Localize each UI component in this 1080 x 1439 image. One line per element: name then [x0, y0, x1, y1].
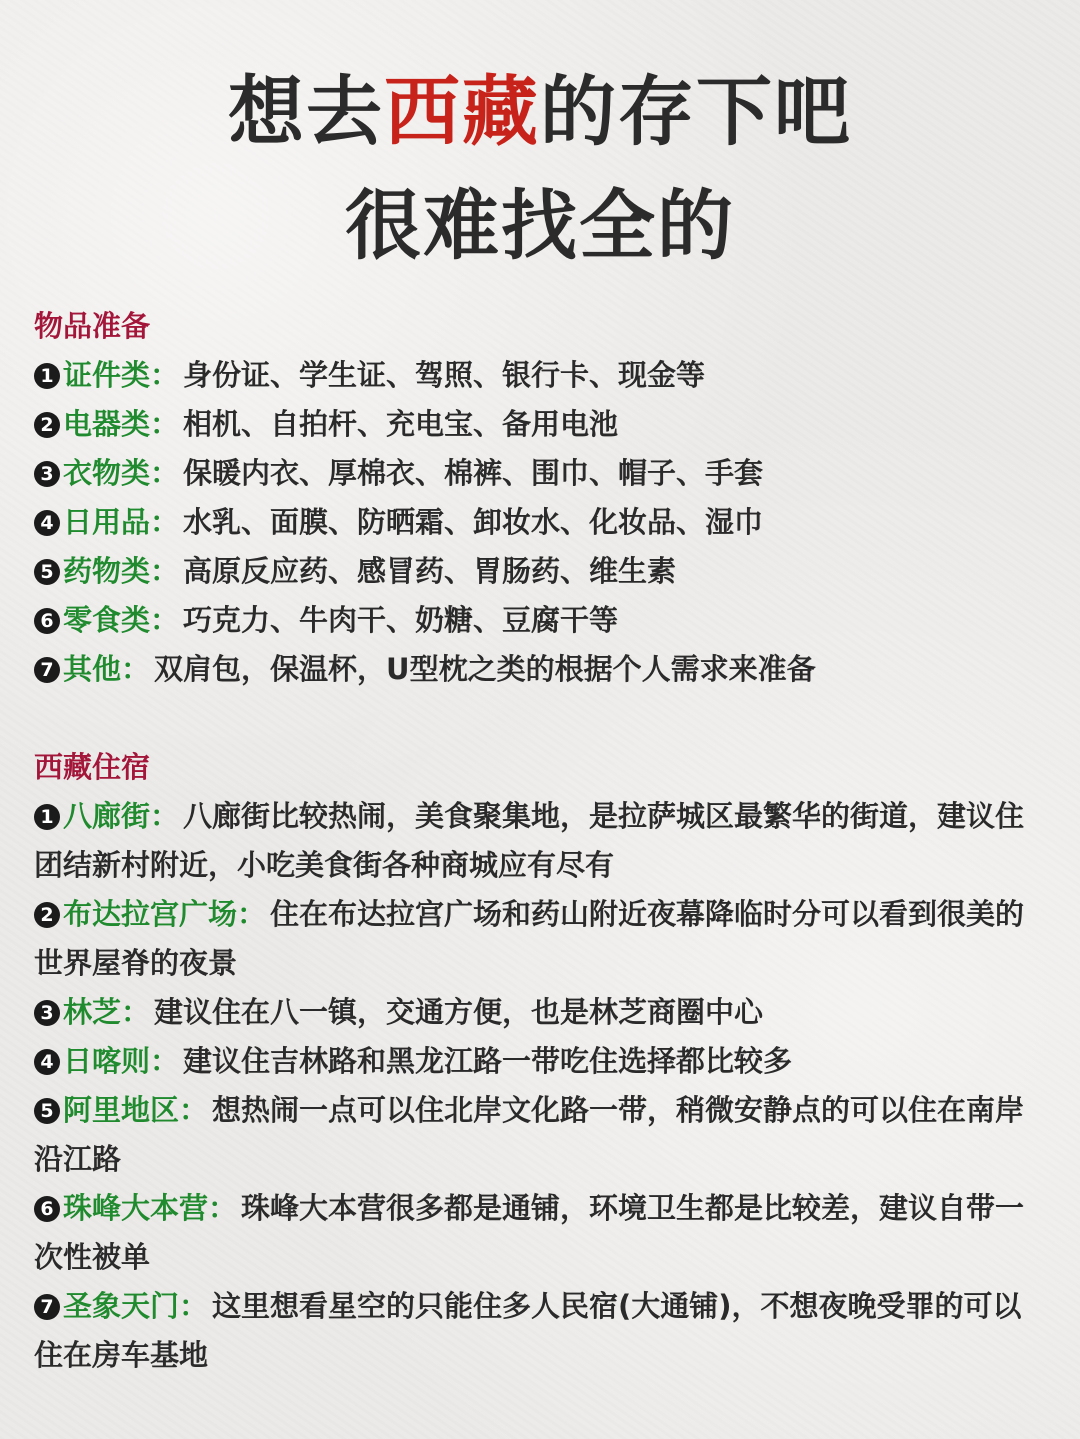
- list-item: [34, 890, 1044, 988]
- item-label: 八廊街: [63, 799, 151, 833]
- item-text: 这里想看星空的只能住多人民宿(大通铺)，不想夜晚受罪的可以住在房车基地: [34, 1289, 1022, 1372]
- item-text: 住在布达拉宫广场和药山附近夜幕降临时分可以看到很美的世界屋脊的夜景: [34, 897, 1025, 980]
- number-badge: 1: [34, 804, 60, 830]
- item-text: 双肩包，保温杯，U型枕之类的根据个人需求来准备: [154, 652, 816, 686]
- item-colon: ：: [150, 505, 180, 539]
- list-item: [34, 988, 1044, 1037]
- number-badge: 3: [34, 1000, 60, 1026]
- item-colon: ：: [150, 603, 180, 637]
- number-badge: 2: [34, 412, 60, 438]
- item-label: 其他: [63, 652, 122, 686]
- title-suffix: 的存下吧: [540, 67, 852, 156]
- item-colon: ：: [121, 995, 151, 1029]
- number-badge: 1: [34, 363, 60, 389]
- list-item: [34, 1184, 1044, 1282]
- list-item: [34, 596, 1044, 645]
- number-badge: 7: [34, 1294, 60, 1320]
- item-label: 阿里地区: [63, 1093, 180, 1127]
- item-label: 电器类: [63, 407, 151, 441]
- number-badge: 4: [34, 1049, 60, 1075]
- list-item: [34, 1037, 1044, 1086]
- item-label: 圣象天门: [63, 1289, 180, 1323]
- number-badge: 6: [34, 1196, 60, 1222]
- item-text: 身份证、学生证、驾照、银行卡、现金等: [183, 358, 706, 392]
- item-colon: ：: [150, 456, 180, 490]
- item-label: 药物类: [63, 554, 151, 588]
- title-accent: 西藏: [384, 67, 540, 156]
- section-heading: 西藏住宿: [34, 750, 151, 784]
- number-badge: 2: [34, 902, 60, 928]
- item-text: 高原反应药、感冒药、胃肠药、维生素: [183, 554, 677, 588]
- list-item: [34, 792, 1044, 890]
- item-colon: ：: [150, 799, 180, 833]
- title-line-1: [0, 67, 1080, 156]
- item-text: 巧克力、牛肉干、奶糖、豆腐干等: [183, 603, 619, 637]
- list-item: [34, 1086, 1044, 1184]
- section-tibet-lodging: [34, 743, 1044, 1380]
- item-label: 日用品: [63, 505, 151, 539]
- item-text: 珠峰大本营很多都是通铺，环境卫生都是比较差，建议自带一次性被单: [34, 1191, 1025, 1274]
- title-line-2: 很难找全的: [345, 181, 735, 270]
- item-colon: ：: [179, 1289, 209, 1323]
- list-item: [34, 547, 1044, 596]
- item-colon: ：: [179, 1093, 209, 1127]
- item-colon: ：: [150, 554, 180, 588]
- number-badge: 3: [34, 461, 60, 487]
- number-badge: 7: [34, 657, 60, 683]
- item-colon: ：: [121, 652, 151, 686]
- item-label: 珠峰大本营: [63, 1191, 209, 1225]
- item-text: 八廊街比较热闹，美食聚集地，是拉萨城区最繁华的街道，建议住团结新村附近，小吃美食街各种商城应有尽有: [34, 799, 1025, 882]
- item-label: 林芝: [63, 995, 122, 1029]
- item-label: 布达拉宫广场: [63, 897, 238, 931]
- list-item: [34, 400, 1044, 449]
- section-items-preparation: [34, 302, 1044, 694]
- item-colon: ：: [150, 1044, 180, 1078]
- list-item: [34, 351, 1044, 400]
- item-colon: ：: [208, 1191, 238, 1225]
- item-text: 水乳、面膜、防晒霜、卸妆水、化妆品、湿巾: [183, 505, 764, 539]
- number-badge: 6: [34, 608, 60, 634]
- item-colon: ：: [237, 897, 267, 931]
- item-label: 衣物类: [63, 456, 151, 490]
- item-label: 证件类: [63, 358, 151, 392]
- item-colon: ：: [150, 358, 180, 392]
- list-item: [34, 645, 1044, 694]
- item-colon: ：: [150, 407, 180, 441]
- list-item: [34, 498, 1044, 547]
- number-badge: 4: [34, 510, 60, 536]
- number-badge: 5: [34, 559, 60, 585]
- item-label: 零食类: [63, 603, 151, 637]
- number-badge: 5: [34, 1098, 60, 1124]
- section-heading: 物品准备: [34, 309, 151, 343]
- item-text: 建议住在八一镇，交通方便，也是林芝商圈中心: [154, 995, 764, 1029]
- item-text: 建议住吉林路和黑龙江路一带吃住选择都比较多: [183, 1044, 793, 1078]
- item-label: 日喀则: [63, 1044, 151, 1078]
- list-item: [34, 449, 1044, 498]
- item-text: 保暖内衣、厚棉衣、棉裤、围巾、帽子、手套: [183, 456, 764, 490]
- item-text: 相机、自拍杆、充电宝、备用电池: [183, 407, 619, 441]
- item-text: 想热闹一点可以住北岸文化路一带，稍微安静点的可以住在南岸沿江路: [34, 1093, 1025, 1176]
- list-item: [34, 1282, 1044, 1380]
- title-prefix: 想去: [228, 67, 384, 156]
